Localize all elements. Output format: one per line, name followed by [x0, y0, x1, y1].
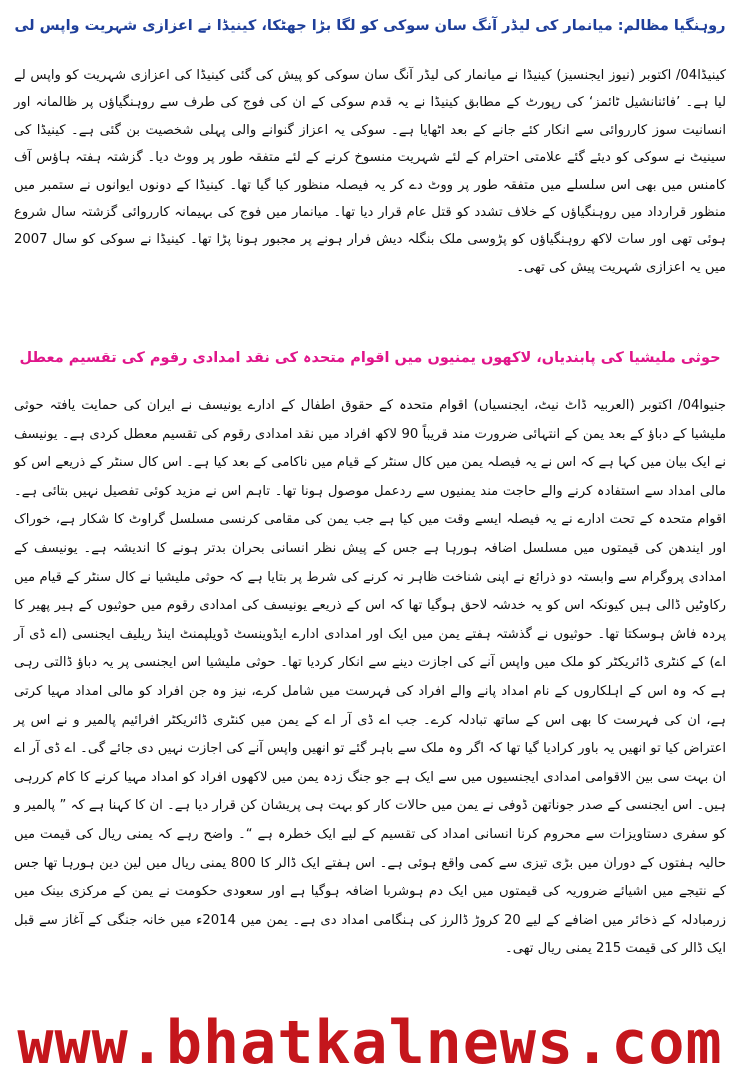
- article2-headline: حوثی ملیشیا کی پابندیاں، لاکھوں یمنیوں میں اقوام متحدہ کی نقد امدادی رقوم کی تقسیم معطل: [19, 350, 721, 366]
- site-watermark: www.bhatkalnews.com: [17, 1008, 723, 1078]
- article2-body: جنیوا04/ اکتوبر (العربیہ ڈاٹ نیٹ، ایجنسیاں) اقوام متحدہ کے حقوق اطفال کے ادارے یونیسف نے ایران کی حمایت یافتہ حوثی ملیشیا کے دباؤ کے بعد یمن کے انتہائی ضرورت مند قریباً 90 لاکھ افراد میں نقد امدادی رقوم کی تقسیم معطل کردی ہے۔ یونیسف نے ایک بیان میں کہا ہے کہ اس نے یہ فیصلہ یمن میں کال سنٹر کے قیام میں ناکامی کے بعد کیا ہے۔ اس کال سنٹر کے ذریعے اس کو مالی امداد سے استفادہ کرنے والے حاجت مند یمنیوں سے ردعمل موصول ہونا تھا۔ تاہم اس نے مزید کوئی تفصیل نہیں بتائی ہے۔ اقوام متحدہ کے تحت ادارے نے یہ فیصلہ ایسے وقت میں کیا ہے جب یمن کی مقامی کرنسی مسلسل گراوٹ کا شکار ہے، خوراک اور ایندھن کی قیمتوں میں مسلسل اضافہ ہورہا ہے جس کے پیش نظر انسانی بحران بدتر ہونے کا اندیشہ ہے۔ یونیسف کے امدادی پروگرام سے وابستہ دو ذرائع نے اپنی شناخت ظاہر نہ کرنے کی شرط پر بتایا ہے کہ حوثی ملیشیا نے کال سنٹر کے قیام میں رکاوٹیں ڈالی ہیں کیونکہ اس کو یہ خدشہ لاحق ہوگیا تھا کہ اس کے ذریعے یونیسف کی امدادی رقوم میں حوثیوں کے ہیر پھیر کا پردہ فاش ہوسکتا تھا۔ حوثیوں نے گذشتہ ہفتے یمن میں ایک اور امدادی ادارے ایڈوینسٹ ڈویلپمنٹ اینڈ ریلیف ایجنسی (اے ڈی آر اے) کے کنٹری ڈائریکٹر کو ملک میں واپس آنے کی اجازت دینے سے انکار کردیا تھا۔ حوثی ملیشیا اس ایجنسی پر یہ دباؤ ڈالتی رہی ہے کہ وہ اس کے اہلکاروں کے نام امداد پانے والے افراد کی فہرست میں شامل کرے، نیز وہ جن افراد کو مالی امداد مہیا کرتی ہے، ان کی فہرست کا بھی اس کے ساتھ تبادلہ کرے۔ جب اے ڈی آر اے کے یمن میں کنٹری ڈائریکٹر افرائیم پالمیر و نے اس پر اعتراض کیا تو انھیں یہ باور کرادیا گیا تھا کہ اگر وہ ملک سے باہر گئے تو انھیں واپس آنے کی اجازت نہیں دی جائے گی۔ اے ڈی آر اے ان بہت سی بین الاقوامی امدادی ایجنسیوں میں سے ایک ہے جو جنگ زدہ یمن میں لاکھوں افراد کو امداد مہیا کرنے کا کام کررہی ہیں۔ اس ایجنسی کے صدر جوناتھن ڈوفی نے یمن میں حالات کار کو بہت ہی پریشان کن قرار دیا ہے۔ ان کا کہنا ہے کہ ” پالمیر و کو سفری دستاویزات سے محروم کرنا انسانی امداد کی تقسیم کے لیے ایک خطرہ ہے “۔ واضح رہے کہ یمنی ریال کی قیمت میں حالیہ ہفتوں کے دوران میں بڑی تیزی سے کمی واقع ہوئی ہے۔ اس ہفتے ایک ڈالر کا 800 یمنی ریال میں لین دین ہورہا تھا جس کے نتیجے میں اشیائے ضروریہ کی قیمتوں میں ایک دم ہوشربا اضافہ ہوگیا ہے اور سعودی حکومت نے یمن کے مرکزی بینک میں زرمبادلہ کے ذخائر میں اضافے کے لیے 20 کروڑ ڈالرز کی ہنگامی امداد دی ہے۔ یمن میں 2014ء میں خانہ جنگی کے آغاز سے قبل ایک ڈالر کی قیمت 215 یمنی ریال تھی۔: [14, 398, 727, 957]
- article1-headline: روہنگیا مظالم: میانمار کی لیڈر آنگ سان سوکی کو لگا بڑا جھٹکا، کینیڈا نے اعزازی شہریت واپس لی: [14, 18, 726, 34]
- article1-body: کینیڈا04/ اکتوبر (نیوز ایجنسیز) کینیڈا نے میانمار کی لیڈر آنگ سان سوکی کو پیش کی گئی کینیڈا کی اعزازی شہریت کو واپس لے لیا ہے۔ ’فائنانشیل ٹائمز‘ کی رپورٹ کے مطابق کینیڈا نے یہ قدم سوکی کے ان کی فوج کی طرف سے روہنگیاؤں پر ظالمانہ اور انسانیت سوز کارروائی سے انکار کئے جانے کے بعد اٹھایا ہے۔ سوکی یہ اعزاز گنوانے والی پہلی شخصیت بن گئی ہے۔ کینیڈا کی سینیٹ نے سوکی کو دیئے گئے علامتی احترام کے لئے شہریت منسوخ کرنے کے لئے متفقہ طور پر ووٹ دیا۔ گزشتہ ہفتہ ہاؤس آف کامنس میں بھی اس سلسلے میں متفقہ طور پر ووٹ دے کر یہ فیصلہ منظور کیا گیا تھا۔ کینیڈا کے دونوں ایوانوں نے ستمبر میں منظور قرارداد میں روہنگیاؤں کے خلاف تشدد کو قتل عام قرار دیا تھا۔ میانمار میں فوج کی بہیمانہ کارروائی گزشتہ سال شروع ہوئی تھی اور سات لاکھ روہنگیاؤں کو پڑوسی ملک بنگلہ دیش فرار ہونے پر مجبور ہونا پڑا تھا۔ کینیڈا نے سوکی کو سال 2007 میں یہ اعزازی شہریت پیش کی تھی۔: [14, 68, 726, 275]
